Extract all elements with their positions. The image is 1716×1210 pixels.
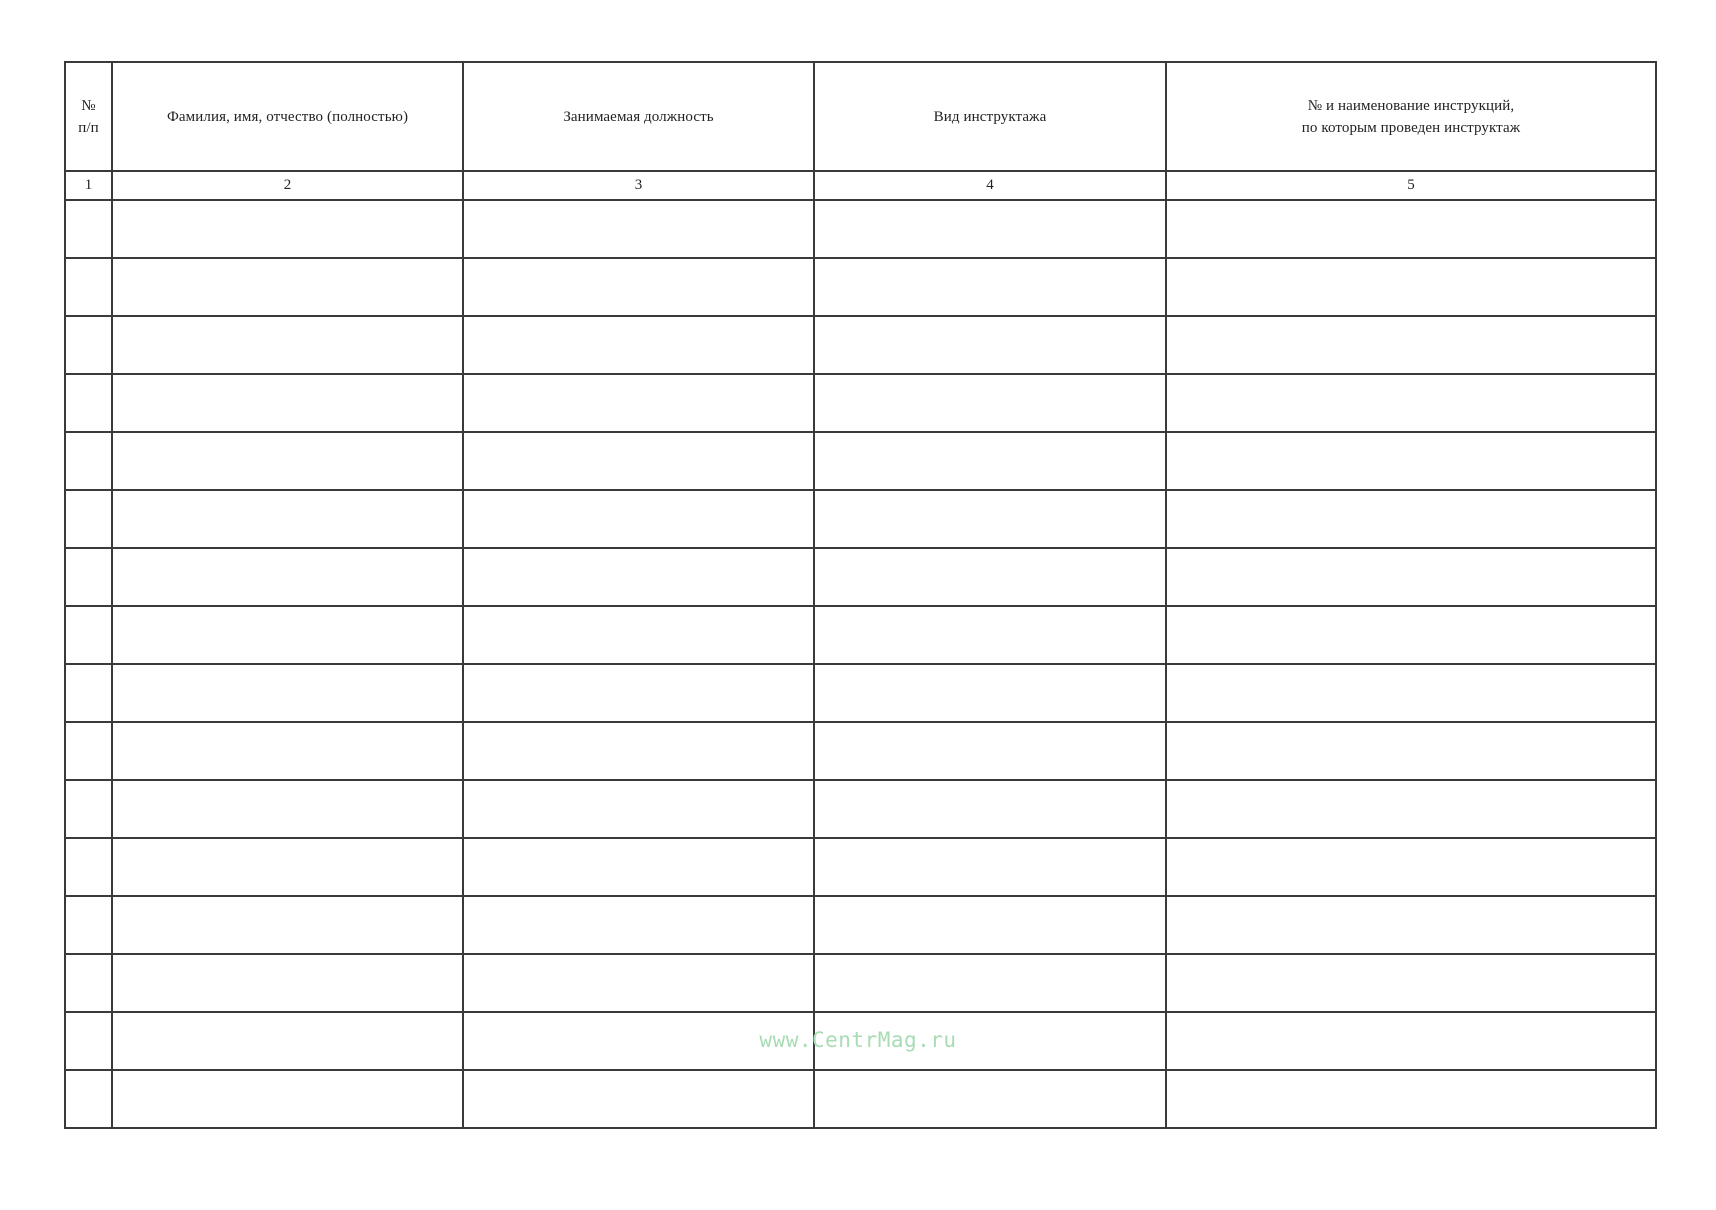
table-row [65,1070,1656,1128]
header-cell-position [463,62,814,171]
table-cell[interactable] [65,1070,112,1128]
table-cell[interactable] [65,664,112,722]
table-cell[interactable] [65,258,112,316]
table-cell[interactable] [112,896,463,954]
table-cell[interactable] [65,432,112,490]
table-row [65,780,1656,838]
table-cell[interactable] [814,780,1166,838]
watermark-text: www.CentrMag.ru [759,1028,957,1052]
table-cell[interactable] [1166,316,1656,374]
table-cell[interactable] [65,780,112,838]
table-cell[interactable] [1166,374,1656,432]
table-cell[interactable] [65,606,112,664]
table-cell[interactable] [814,722,1166,780]
header-cell-briefing-type [814,62,1166,171]
table-cell[interactable] [65,316,112,374]
table-cell[interactable] [1166,722,1656,780]
table-cell[interactable] [463,548,814,606]
table-cell[interactable] [112,316,463,374]
table-cell[interactable] [1166,432,1656,490]
header-instructions-line1: № и наименование инструкций, [1307,97,1515,114]
table-cell[interactable] [814,316,1166,374]
table-cell[interactable] [65,490,112,548]
column-number-cell: 2 [112,171,463,200]
table-row [65,374,1656,432]
table-cell[interactable] [112,838,463,896]
header-briefing-type-text: Вид инструктажа [933,108,1047,125]
table-row [65,432,1656,490]
table-cell[interactable] [1166,664,1656,722]
column-number-cell: 4 [814,171,1166,200]
column-number-cell: 3 [463,171,814,200]
table-row [65,548,1656,606]
header-row [65,62,1656,171]
header-number-line2: п/п [78,119,99,136]
table-cell[interactable] [1166,606,1656,664]
table-cell[interactable] [814,490,1166,548]
table-row [65,664,1656,722]
table-cell[interactable] [463,954,814,1012]
table-cell[interactable] [463,432,814,490]
table-row [65,490,1656,548]
table-cell[interactable] [1166,258,1656,316]
table-cell[interactable] [463,374,814,432]
table-cell[interactable] [65,548,112,606]
table-cell[interactable] [463,1070,814,1128]
table-cell[interactable] [112,548,463,606]
table-row [65,722,1656,780]
table-cell[interactable] [112,490,463,548]
briefing-journal-table [64,61,1657,1129]
table-cell[interactable] [1166,548,1656,606]
table-cell[interactable] [463,316,814,374]
table-cell[interactable] [112,374,463,432]
table-cell[interactable] [1166,1070,1656,1128]
table-cell[interactable] [814,374,1166,432]
table-cell[interactable] [112,200,463,258]
table-cell[interactable] [463,606,814,664]
table-cell[interactable] [814,1070,1166,1128]
table-row [65,258,1656,316]
table-cell[interactable] [1166,896,1656,954]
table-cell[interactable] [112,954,463,1012]
table-cell[interactable] [463,896,814,954]
table-row [65,896,1656,954]
table-cell[interactable] [814,896,1166,954]
table-cell[interactable] [65,374,112,432]
table-cell[interactable] [463,838,814,896]
table-cell[interactable] [65,838,112,896]
table-cell[interactable] [112,258,463,316]
table-cell[interactable] [814,432,1166,490]
table-cell[interactable] [814,258,1166,316]
header-cell-number [65,62,112,171]
table-cell[interactable] [65,722,112,780]
column-number-cell: 1 [65,171,112,200]
header-position-text: Занимаемая должность [563,108,714,125]
table-cell[interactable] [1166,200,1656,258]
table-row [65,200,1656,258]
table-cell[interactable] [814,200,1166,258]
header-instructions-line2: по которым проведен инструктаж [1301,119,1521,136]
table-cell[interactable] [112,1070,463,1128]
table-row [65,838,1656,896]
header-cell-full-name [112,62,463,171]
table-cell[interactable] [112,722,463,780]
table-cell[interactable] [463,722,814,780]
table-cell[interactable] [65,954,112,1012]
table-row [65,954,1656,1012]
table-cell[interactable] [463,258,814,316]
table-cell[interactable] [112,664,463,722]
table-cell[interactable] [814,606,1166,664]
table-cell[interactable] [112,606,463,664]
table-cell[interactable] [463,200,814,258]
table-cell[interactable] [463,664,814,722]
table-cell[interactable] [112,432,463,490]
table-cell[interactable] [463,490,814,548]
table-row [65,316,1656,374]
table-cell[interactable] [814,954,1166,1012]
table-cell[interactable] [814,664,1166,722]
table-cell[interactable] [1166,838,1656,896]
column-number-cell: 5 [1166,171,1656,200]
table-cell[interactable] [65,896,112,954]
table-cell[interactable] [65,200,112,258]
header-number-line1: № [81,97,96,114]
table-cell[interactable] [463,780,814,838]
table-cell[interactable] [112,780,463,838]
header-cell-instructions [1166,62,1656,171]
table-row [65,606,1656,664]
column-number-row [65,171,1656,200]
table-cell[interactable] [814,548,1166,606]
table-cell[interactable] [1166,954,1656,1012]
table-cell[interactable] [1166,490,1656,548]
header-full-name-text: Фамилия, имя, отчество (полностью) [166,108,409,125]
table-cell[interactable] [1166,780,1656,838]
table-cell[interactable] [814,838,1166,896]
